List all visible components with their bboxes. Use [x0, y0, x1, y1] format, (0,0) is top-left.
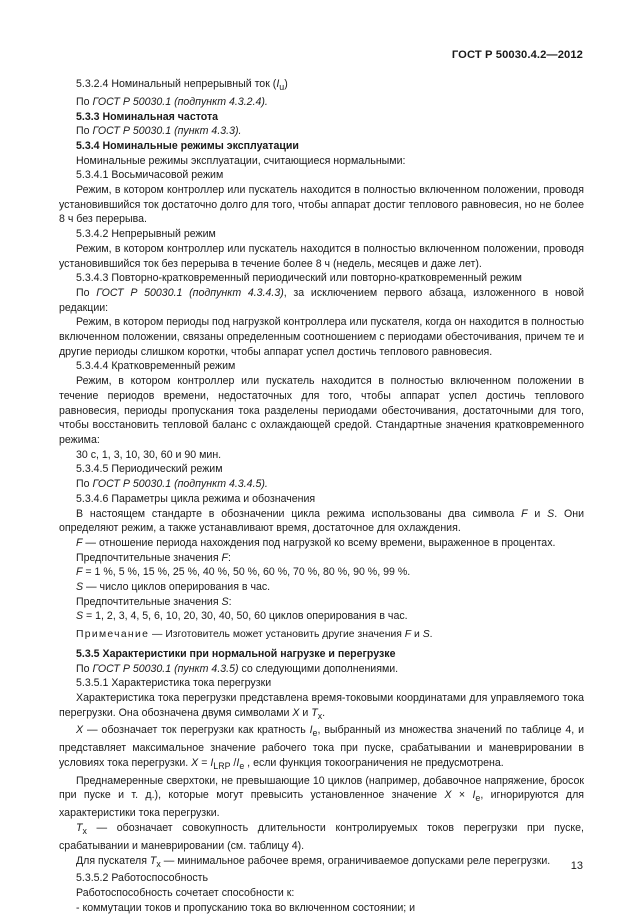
paragraph: Преднамеренные сверхтоки, не превышающие 10 циклов (например, добавочное напряжение, бросок при пуске и т. д.), которые могут превысить установленное значение $X \times I_e$, игнорируются для характеристики тока перегрузки. [59, 774, 584, 820]
paragraph: 5.3.5.1 Характеристика тока перегрузки [76, 677, 272, 690]
section-heading: 5.3.3 Номинальная частота [76, 110, 219, 123]
paragraph: 5.3.4.4 Кратковременный режим [76, 360, 236, 373]
page-number: 13 [570, 860, 583, 872]
paragraph: Режим, в котором контроллер или пускатель находится в полностью включенном положении в течение периодов времени, недостаточных для того, чтобы аппарат успел достичь теплового равновесия, периоды пропускания тока разделены периодами обесточивания, достаточными для того, чтобы восстановить тепловой баланс с охлаждающей средой. Стандартные значения кратковременного режима: [59, 375, 584, 446]
paragraph: 5.3.5.2 Работоспособность [76, 872, 209, 885]
paragraph: 5.3.4.1 Восьмичасовой режим [76, 169, 224, 182]
paragraph: S = 1, 2, 3, 4, 5, 6, 10, 20, 30, 40, 50, 60 циклов оперирования в час. [76, 610, 408, 623]
paragraph: F — отношение периода нахождения под нагрузкой ко всему времени, выраженное в процентах. [76, 536, 556, 549]
paragraph: По ГОСТ Р 50030.1 (подпункт 4.3.4.5). [76, 478, 268, 491]
paragraph: 5.3.4.5 Периодический режим [76, 463, 223, 476]
section-heading: 5.3.4 Номинальные режимы эксплуатации [76, 139, 299, 152]
paragraph: Режим, в котором контроллер или пускатель находится в полностью включенном положении, проводя установившийся ток без перерыва в течение более 8 ч (недель, месяцев и даже лет). [59, 242, 584, 270]
paragraph: Работоспособность сочетает способности к: [76, 887, 295, 900]
paragraph: 5.3.4.3 Повторно-кратковременный периодический или повторно-кратковременный режим [76, 272, 522, 285]
paragraph: S — число циклов оперирования в час. [76, 581, 271, 594]
paragraph: В настоящем стандарте в обозначении цикла режима использованы два символа F и S. Они определяют режим, а также устанавливают время, достаточное для охлаждения. [59, 507, 584, 535]
paragraph: $T_x$ — обозначает совокупность длительности контролируемых токов перегрузки при пуске, срабатывании и маневрировании (см. таблицу 4). [59, 822, 584, 852]
paragraph: 5.3.4.6 Параметры цикла режима и обозначения [76, 492, 316, 505]
paragraph: 30 с, 1, 3, 10, 30, 60 и 90 мин. [76, 448, 222, 461]
paragraph: - коммутации токов и пропусканию тока во включенном состоянии; и [76, 901, 416, 914]
paragraph: По ГОСТ Р 50030.1 (подпункт 4.3.2.4). [76, 95, 268, 108]
paragraph: Режим, в котором контроллер или пускатель находится в полностью включенном положении, проводя установившийся ток достаточно долго для того, чтобы аппарат достиг теплового равновесия, но не более 8 ч без перерыва. [59, 184, 584, 226]
paragraph: Предпочтительные значения S: [76, 595, 232, 608]
paragraph: По ГОСТ Р 50030.1 (пункт 4.3.5) со следующими дополнениями. [76, 662, 399, 675]
paragraph: Номинальные режимы эксплуатации, считающиеся нормальными: [76, 154, 406, 167]
paragraph: Режим, в котором периоды под нагрузкой контроллера или пускателя, когда он находится в полностью включенном положении, связаны определенным соотношением с периодами обесточивания, причем те и другие периоды слишком коротки, чтобы аппарат успел достичь теплового равновесия. [59, 316, 584, 358]
paragraph: 5.3.4.2 Непрерывный режим [76, 228, 216, 241]
page-header-standard: ГОСТ Р 50030.4.2—2012 [451, 49, 583, 61]
paragraph: X — обозначает ток перегрузки как кратность $I_e$, выбранный из множества значений по таблице 4, и представляет максимальное значение рабочего тока при пуске, срабатывании и маневрировании в условиях тока перегрузки. $X = I_{LRP}$ $/I_e$ , если функция токоограничения не предусмотрена. [59, 724, 584, 772]
paragraph: Предпочтительные значения F: [76, 551, 231, 564]
paragraph: F = 1 %, 5 %, 15 %, 25 %, 40 %, 50 %, 60 %, 70 %, 80 %, 90 %, 99 %. [76, 566, 411, 579]
paragraph: По ГОСТ Р 50030.1 (подпункт 4.3.4.3), за исключением первого абзаца, изложенного в новой редакции: [59, 286, 585, 314]
paragraph: Характеристика тока перегрузки представлена время-токовыми координатами для управляемого тока перегрузки. Она обозначена двумя символами X и $T_x$. [59, 691, 584, 721]
section-heading: 5.3.5 Характеристики при нормальной нагрузке и перегрузке [76, 647, 396, 660]
note-paragraph: Примечание — Изготовитель может установить другие значения F и S. [76, 629, 433, 641]
paragraph: По ГОСТ Р 50030.1 (пункт 4.3.3). [76, 125, 242, 138]
paragraph: 5.3.2.4 Номинальный непрерывный ток $(I_u)$ [76, 78, 288, 93]
document-body [59, 77, 584, 915]
paragraph: Для пускателя $T_x$ — минимальное рабочее время, ограничиваемое допусками реле перегрузки. [76, 854, 551, 869]
